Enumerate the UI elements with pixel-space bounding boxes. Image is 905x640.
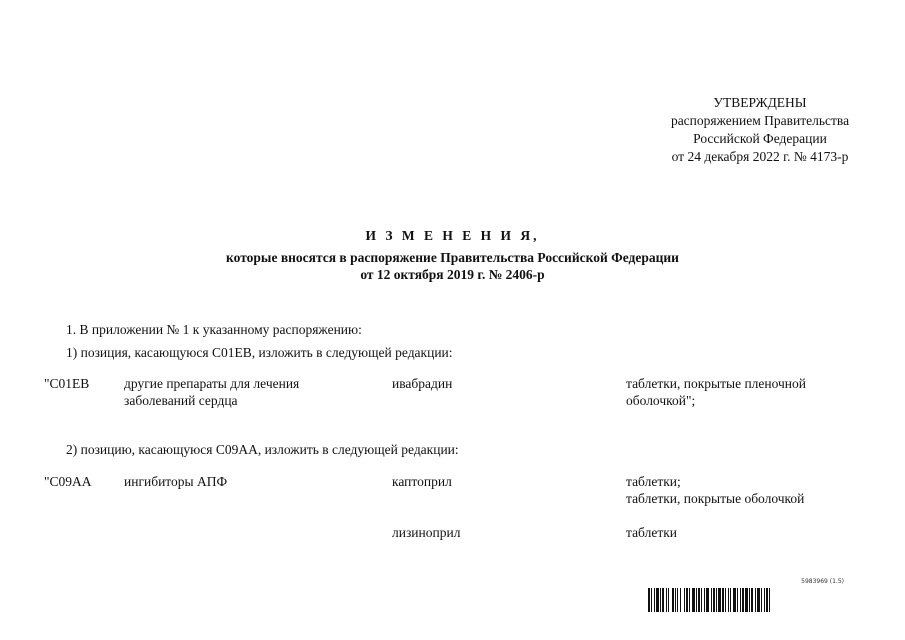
approval-line-2: распоряжением Правительства	[670, 113, 850, 128]
barcode-number: 5983969 (1.5)	[801, 578, 844, 585]
dosage-form-line-1: таблетки, покрытые пленочной	[626, 376, 807, 391]
drug-name: каптоприл	[392, 474, 452, 489]
document-subtitle-line-2: от 12 октября 2019 г. № 2406-р	[360, 267, 545, 282]
barcode-icon	[648, 588, 862, 612]
dosage-form-line-2: таблетки, покрытые оболочкой	[626, 491, 805, 506]
approval-line-3: Российской Федерации	[693, 131, 827, 146]
dosage-form	[626, 375, 806, 409]
dosage-form	[626, 473, 804, 507]
dosage-form: таблетки	[626, 525, 678, 540]
approval-stamp	[640, 94, 880, 166]
drug-group: ингибиторы АПФ	[124, 474, 228, 489]
drug-name: ивабрадин	[392, 376, 453, 391]
paragraph-3: 2) позицию, касающуюся C09AA, изложить в следующей редакции:	[66, 442, 459, 457]
drug-group-line-2: заболеваний сердца	[124, 393, 238, 408]
paragraph-1: 1. В приложении № 1 к указанному распоряжению:	[66, 322, 362, 337]
atc-code: "C09AA	[44, 474, 92, 489]
dosage-form-line-2: оболочкой";	[626, 393, 696, 408]
approval-line-1: УТВЕРЖДЕНЫ	[713, 95, 807, 110]
approval-line-4: от 24 декабря 2022 г. № 4173-р	[671, 149, 849, 164]
drug-group-line-1: другие препараты для лечения	[124, 376, 300, 391]
document-title: И З М Е Н Е Н И Я,	[365, 228, 540, 243]
document-subtitle-line-1: которые вносятся в распоряжение Правительства Российской Федерации	[226, 250, 679, 265]
dosage-form-line-1: таблетки;	[626, 474, 681, 489]
atc-code: "C01EB	[44, 376, 90, 391]
paragraph-2: 1) позиция, касающуюся C01EB, изложить в следующей редакции:	[66, 345, 453, 360]
drug-group	[124, 375, 299, 409]
drug-name: лизиноприл	[392, 525, 461, 540]
